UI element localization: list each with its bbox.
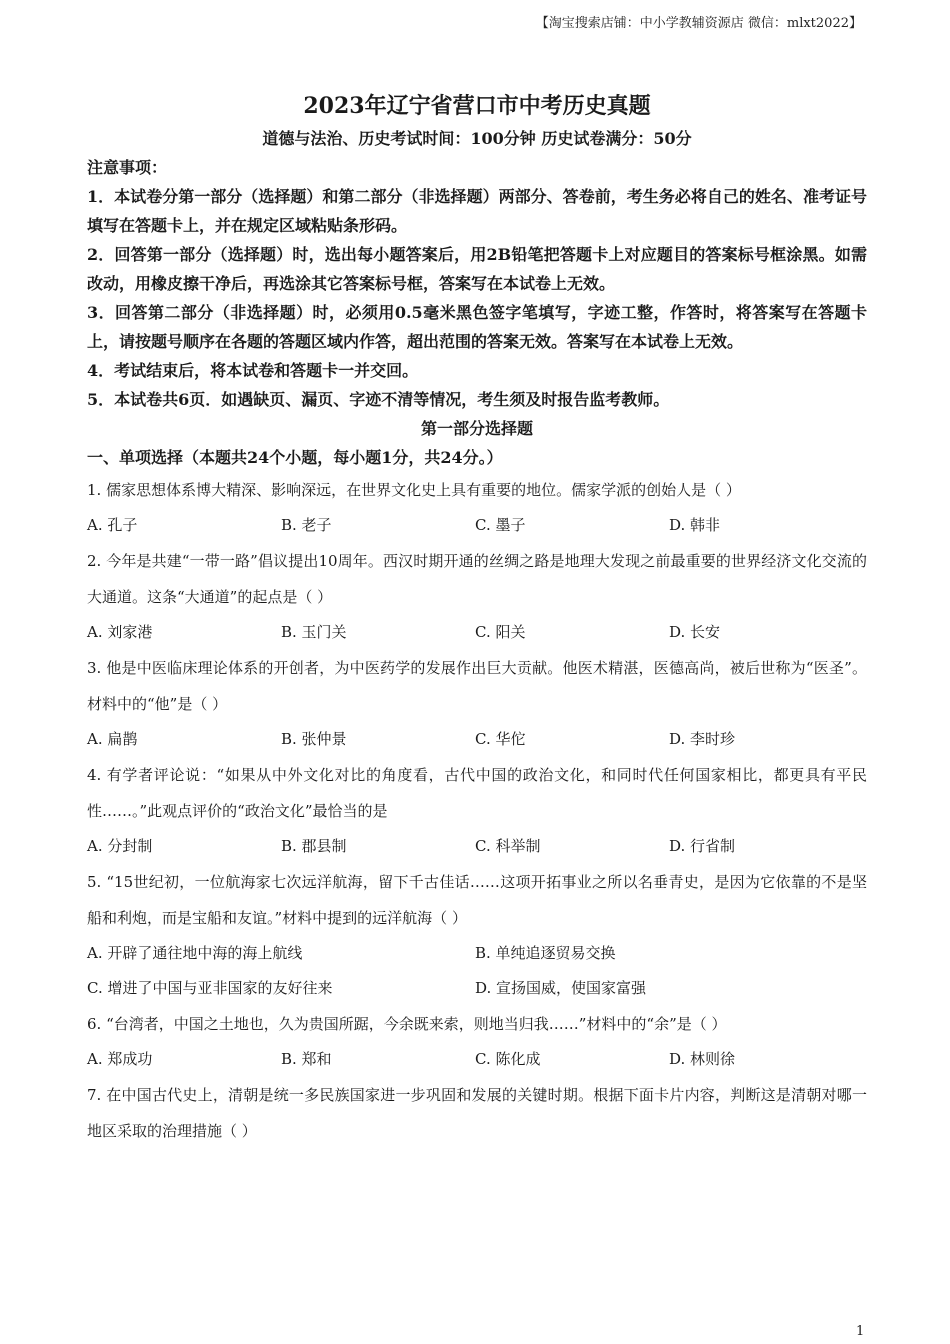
option-row (87, 1042, 867, 1077)
question-stem: 6. “台湾者，中国之土地也，久为贵国所踞，今余既来索，则地当归我……”材料中的“余”是（ ） (87, 1015, 727, 1033)
question-stem: 2. 今年是共建“一带一路”倡议提出10周年。西汉时期开通的丝绸之路是地理大发现之前最重要的世界经济文化交流的大通道。这条“大通道”的起点是（ ） (87, 552, 867, 606)
option-c: C. 阳关 (475, 623, 526, 641)
question-stem: 4. 有学者评论说：“如果从中外文化对比的角度看，古代中国的政治文化，和同时代任何国家相比，都更具有平民性……。”此观点评价的“政治文化”最恰当的是 (87, 766, 867, 820)
part-title: 第一部分选择题 (420, 419, 533, 438)
option-b: B. 郑和 (281, 1050, 332, 1068)
option-d: D. 林则徐 (669, 1050, 736, 1068)
option-b: B. 老子 (281, 516, 332, 534)
option-a: A. 孔子 (87, 516, 138, 534)
notice-item: 3．回答第二部分（非选择题）时，必须用0.5毫米黑色签字笔填写，字迹工整，作答时，将答案写在答题卡上，请按题号顺序在各题的答题区域内作答，超出范围的答案无效。答案写在本试卷上无效。 (87, 303, 867, 351)
option-a: A. 扁鹊 (87, 730, 138, 748)
exam-subtitle: 道德与法治、历史考试时间：100分钟 历史试卷满分：50分 (262, 129, 692, 148)
exam-title: 2023年辽宁省营口市中考历史真题 (303, 93, 651, 119)
option-a: A. 刘家港 (87, 623, 153, 641)
question-stem: 1. 儒家思想体系博大精深、影响深远，在世界文化史上具有重要的地位。儒家学派的创始人是（ ） (87, 481, 741, 499)
option-row (87, 722, 867, 757)
question-4 (87, 757, 867, 864)
option-d: D. 李时珍 (669, 730, 736, 748)
option-b: B. 玉门关 (281, 623, 347, 641)
option-d: D. 行省制 (669, 837, 736, 855)
option-d: D. 宣扬国威，使国家富强 (475, 979, 647, 997)
page-number: 1 (856, 1324, 865, 1339)
option-c: C. 华佗 (475, 730, 526, 748)
option-row (87, 615, 867, 650)
option-row (87, 936, 867, 971)
option-d: D. 韩非 (669, 516, 721, 534)
notice-heading: 注意事项： (87, 158, 168, 177)
notice-item: 2．回答第一部分（选择题）时，选出每小题答案后，用2B铅笔把答题卡上对应题目的答案标号框涂黑。如需改动，用橡皮擦干净后，再选涂其它答案标号框，答案写在本试卷上无效。 (87, 245, 867, 293)
option-row (87, 971, 867, 1006)
option-row (87, 829, 867, 864)
option-b: B. 单纯追逐贸易交换 (475, 944, 616, 962)
option-d: D. 长安 (669, 623, 721, 641)
question-7 (87, 1077, 867, 1149)
option-c: C. 增进了中国与亚非国家的友好往来 (87, 979, 333, 997)
option-b: B. 张仲景 (281, 730, 347, 748)
option-c: C. 陈化成 (475, 1050, 541, 1068)
question-2 (87, 543, 867, 650)
notice-item: 1．本试卷分第一部分（选择题）和第二部分（非选择题）两部分、答卷前，考生务必将自己的姓名、准考证号填写在答题卡上，并在规定区域粘贴条形码。 (87, 187, 867, 235)
option-c: C. 科举制 (475, 837, 541, 855)
question-3 (87, 650, 867, 757)
notice-item: 5．本试卷共6页．如遇缺页、漏页、字迹不清等情况，考生须及时报告监考教师。 (87, 390, 670, 409)
question-5 (87, 864, 867, 1006)
question-stem: 3. 他是中医临床理论体系的开创者，为中医药学的发展作出巨大贡献。他医术精湛，医德高尚，被后世称为“医圣”。材料中的“他”是（ ） (87, 659, 867, 713)
option-a: A. 开辟了通往地中海的海上航线 (87, 944, 303, 962)
option-a: A. 郑成功 (87, 1050, 153, 1068)
question-stem: 7. 在中国古代史上，清朝是统一多民族国家进一步巩固和发展的关键时期。根据下面卡片内容，判断这是清朝对哪一地区采取的治理措施（ ） (87, 1086, 867, 1140)
option-row (87, 508, 867, 543)
header-note: 【淘宝搜索店铺：中小学教辅资源店 微信：mlxt2022】 (535, 16, 862, 31)
option-b: B. 郡县制 (281, 837, 347, 855)
option-a: A. 分封制 (87, 837, 153, 855)
question-6 (87, 1006, 867, 1077)
notice-block (87, 154, 867, 414)
question-stem: 5. “15世纪初，一位航海家七次远洋航海，留下千古佳话……这项开拓事业之所以名垂青史，是因为它依靠的不是坚船和利炮，而是宝船和友谊。”材料中提到的远洋航海（ ） (87, 873, 867, 927)
notice-item: 4．考试结束后，将本试卷和答题卡一并交回。 (87, 361, 419, 380)
option-c: C. 墨子 (475, 516, 526, 534)
exam-page (87, 88, 867, 1149)
question-1 (87, 472, 867, 543)
section-title: 一、单项选择（本题共24个小题，每小题1分，共24分。） (87, 448, 503, 467)
